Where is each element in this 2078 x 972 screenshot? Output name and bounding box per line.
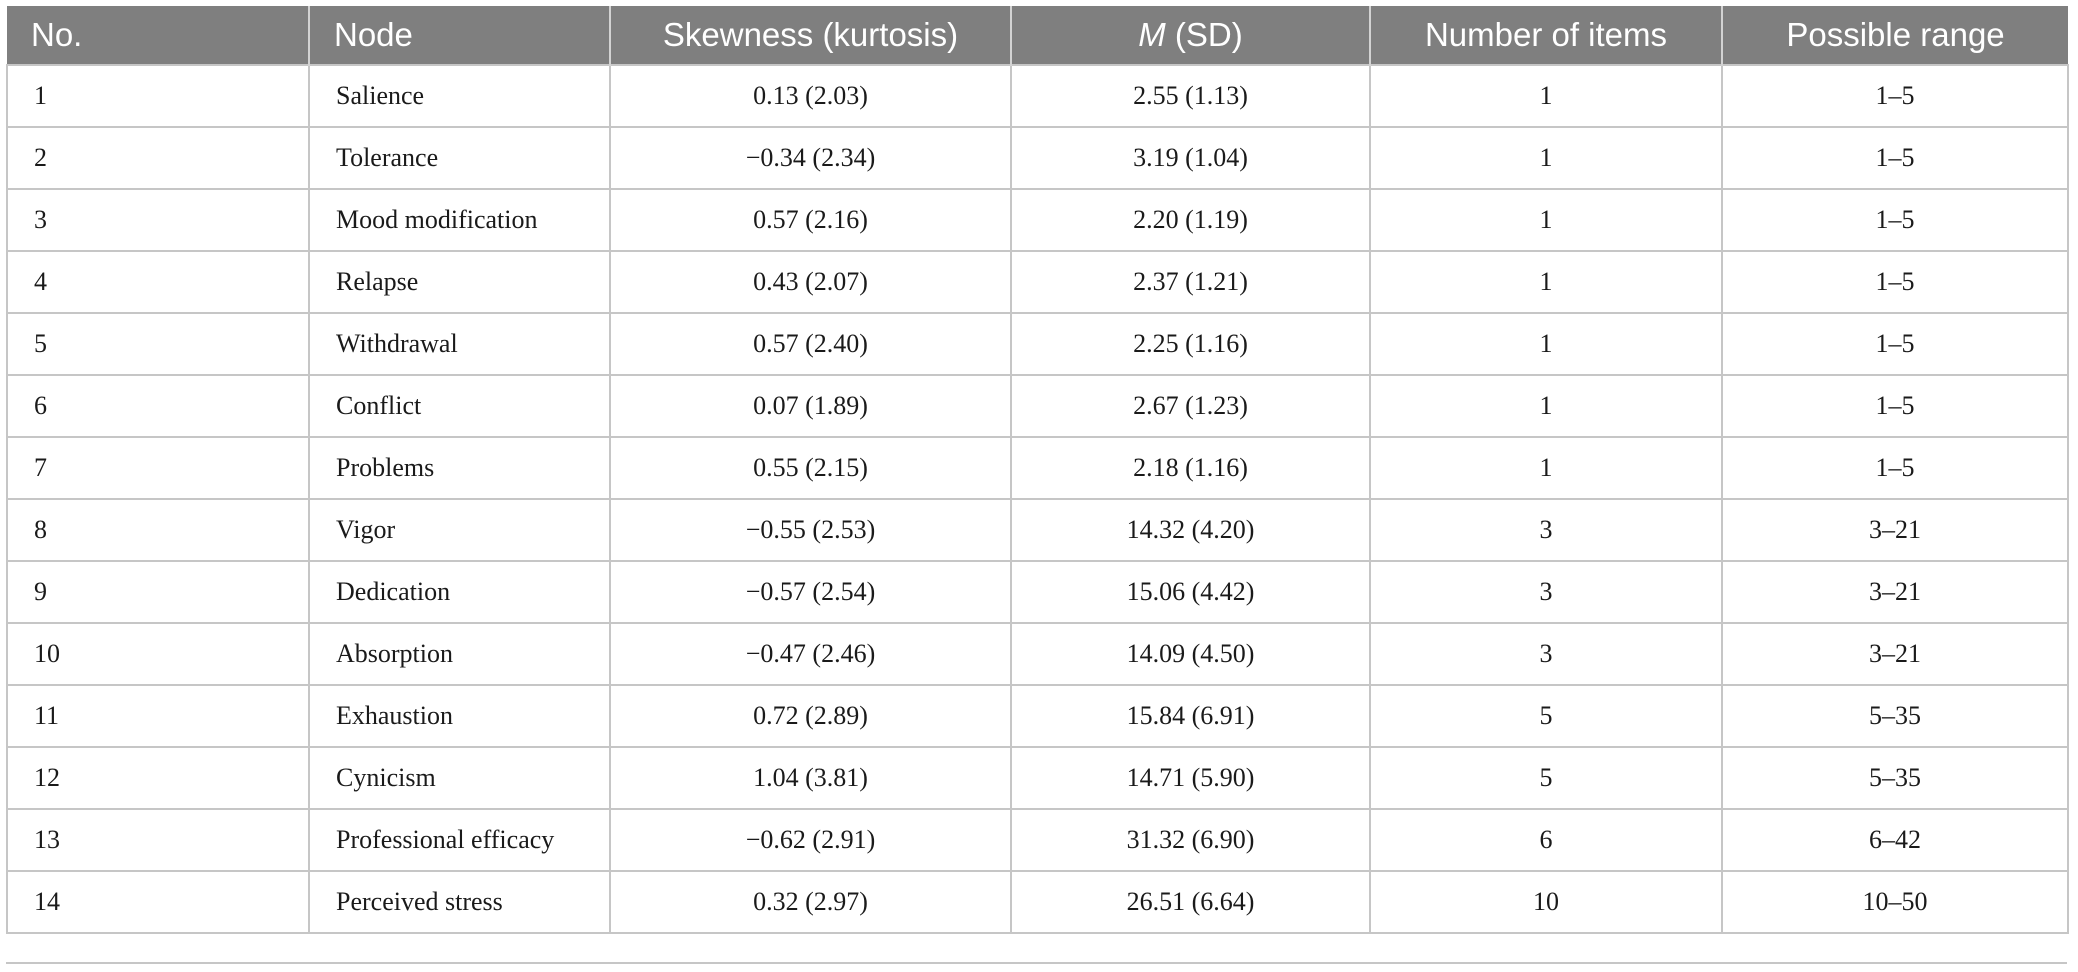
table-row bbox=[7, 437, 2068, 499]
cell-m-sd: 3.19 (1.04) bbox=[1011, 127, 1370, 189]
cell-no: 13 bbox=[7, 809, 309, 871]
cell-no: 5 bbox=[7, 313, 309, 375]
table-body bbox=[7, 65, 2068, 933]
table-row bbox=[7, 623, 2068, 685]
table-row bbox=[7, 313, 2068, 375]
header-sd-label: (SD) bbox=[1165, 16, 1243, 53]
cell-node: Cynicism bbox=[309, 747, 610, 809]
cell-items: 3 bbox=[1370, 561, 1722, 623]
cell-m-sd: 2.67 (1.23) bbox=[1011, 375, 1370, 437]
cell-node: Exhaustion bbox=[309, 685, 610, 747]
cell-skewness: 0.55 (2.15) bbox=[610, 437, 1011, 499]
cell-items: 1 bbox=[1370, 313, 1722, 375]
cell-skewness: 0.57 (2.16) bbox=[610, 189, 1011, 251]
table-row bbox=[7, 251, 2068, 313]
cell-no: 1 bbox=[7, 65, 309, 127]
cell-skewness: 0.07 (1.89) bbox=[610, 375, 1011, 437]
cell-no: 7 bbox=[7, 437, 309, 499]
cell-node: Perceived stress bbox=[309, 871, 610, 933]
cell-m-sd: 14.09 (4.50) bbox=[1011, 623, 1370, 685]
cell-items: 1 bbox=[1370, 437, 1722, 499]
cell-range: 3–21 bbox=[1722, 499, 2068, 561]
cell-range: 5–35 bbox=[1722, 747, 2068, 809]
cell-no: 14 bbox=[7, 871, 309, 933]
cell-items: 10 bbox=[1370, 871, 1722, 933]
cell-no: 6 bbox=[7, 375, 309, 437]
cell-skewness: 0.57 (2.40) bbox=[610, 313, 1011, 375]
cell-items: 1 bbox=[1370, 127, 1722, 189]
cell-m-sd: 15.84 (6.91) bbox=[1011, 685, 1370, 747]
cell-items: 3 bbox=[1370, 623, 1722, 685]
cell-m-sd: 15.06 (4.42) bbox=[1011, 561, 1370, 623]
cell-skewness: −0.47 (2.46) bbox=[610, 623, 1011, 685]
cell-range: 1–5 bbox=[1722, 189, 2068, 251]
cell-range: 6–42 bbox=[1722, 809, 2068, 871]
cell-m-sd: 2.55 (1.13) bbox=[1011, 65, 1370, 127]
cell-range: 3–21 bbox=[1722, 561, 2068, 623]
header-node: Node bbox=[309, 6, 610, 65]
cell-skewness: 0.32 (2.97) bbox=[610, 871, 1011, 933]
cell-m-sd: 14.71 (5.90) bbox=[1011, 747, 1370, 809]
cell-m-sd: 31.32 (6.90) bbox=[1011, 809, 1370, 871]
cell-skewness: 0.72 (2.89) bbox=[610, 685, 1011, 747]
cell-range: 1–5 bbox=[1722, 313, 2068, 375]
cell-skewness: −0.62 (2.91) bbox=[610, 809, 1011, 871]
cell-items: 5 bbox=[1370, 685, 1722, 747]
cell-no: 10 bbox=[7, 623, 309, 685]
cell-m-sd: 14.32 (4.20) bbox=[1011, 499, 1370, 561]
header-skewness: Skewness (kurtosis) bbox=[610, 6, 1011, 65]
cell-skewness: −0.34 (2.34) bbox=[610, 127, 1011, 189]
header-range: Possible range bbox=[1722, 6, 2068, 65]
cell-node: Dedication bbox=[309, 561, 610, 623]
table-bottom-rule bbox=[6, 962, 2067, 964]
cell-items: 3 bbox=[1370, 499, 1722, 561]
cell-m-sd: 2.37 (1.21) bbox=[1011, 251, 1370, 313]
header-row bbox=[7, 6, 2068, 65]
cell-node: Relapse bbox=[309, 251, 610, 313]
table-header bbox=[7, 6, 2068, 65]
cell-no: 9 bbox=[7, 561, 309, 623]
header-m-label: M bbox=[1138, 16, 1166, 53]
table-row bbox=[7, 809, 2068, 871]
cell-skewness: −0.57 (2.54) bbox=[610, 561, 1011, 623]
cell-m-sd: 26.51 (6.64) bbox=[1011, 871, 1370, 933]
cell-items: 1 bbox=[1370, 189, 1722, 251]
cell-node: Problems bbox=[309, 437, 610, 499]
table-row bbox=[7, 189, 2068, 251]
cell-skewness: 1.04 (3.81) bbox=[610, 747, 1011, 809]
table-row bbox=[7, 871, 2068, 933]
cell-skewness: 0.43 (2.07) bbox=[610, 251, 1011, 313]
cell-node: Conflict bbox=[309, 375, 610, 437]
cell-m-sd: 2.25 (1.16) bbox=[1011, 313, 1370, 375]
cell-no: 4 bbox=[7, 251, 309, 313]
cell-range: 3–21 bbox=[1722, 623, 2068, 685]
header-m-sd bbox=[1011, 6, 1370, 65]
header-no: No. bbox=[7, 6, 309, 65]
cell-range: 1–5 bbox=[1722, 375, 2068, 437]
cell-skewness: −0.55 (2.53) bbox=[610, 499, 1011, 561]
cell-node: Professional efficacy bbox=[309, 809, 610, 871]
header-items: Number of items bbox=[1370, 6, 1722, 65]
descriptive-statistics-table bbox=[6, 6, 2069, 934]
cell-no: 2 bbox=[7, 127, 309, 189]
table-row bbox=[7, 127, 2068, 189]
cell-node: Absorption bbox=[309, 623, 610, 685]
cell-items: 1 bbox=[1370, 375, 1722, 437]
cell-items: 6 bbox=[1370, 809, 1722, 871]
cell-no: 12 bbox=[7, 747, 309, 809]
cell-range: 10–50 bbox=[1722, 871, 2068, 933]
cell-items: 1 bbox=[1370, 65, 1722, 127]
cell-items: 1 bbox=[1370, 251, 1722, 313]
cell-node: Mood modification bbox=[309, 189, 610, 251]
cell-no: 11 bbox=[7, 685, 309, 747]
table-row bbox=[7, 747, 2068, 809]
table-row bbox=[7, 499, 2068, 561]
cell-range: 1–5 bbox=[1722, 251, 2068, 313]
cell-node: Tolerance bbox=[309, 127, 610, 189]
descriptive-statistics-table-container bbox=[6, 6, 2067, 934]
cell-range: 1–5 bbox=[1722, 65, 2068, 127]
cell-m-sd: 2.20 (1.19) bbox=[1011, 189, 1370, 251]
cell-node: Withdrawal bbox=[309, 313, 610, 375]
cell-range: 1–5 bbox=[1722, 127, 2068, 189]
cell-m-sd: 2.18 (1.16) bbox=[1011, 437, 1370, 499]
cell-node: Vigor bbox=[309, 499, 610, 561]
cell-skewness: 0.13 (2.03) bbox=[610, 65, 1011, 127]
cell-no: 3 bbox=[7, 189, 309, 251]
table-row bbox=[7, 561, 2068, 623]
cell-range: 5–35 bbox=[1722, 685, 2068, 747]
table-row bbox=[7, 375, 2068, 437]
table-row bbox=[7, 65, 2068, 127]
cell-no: 8 bbox=[7, 499, 309, 561]
cell-node: Salience bbox=[309, 65, 610, 127]
table-row bbox=[7, 685, 2068, 747]
cell-items: 5 bbox=[1370, 747, 1722, 809]
cell-range: 1–5 bbox=[1722, 437, 2068, 499]
